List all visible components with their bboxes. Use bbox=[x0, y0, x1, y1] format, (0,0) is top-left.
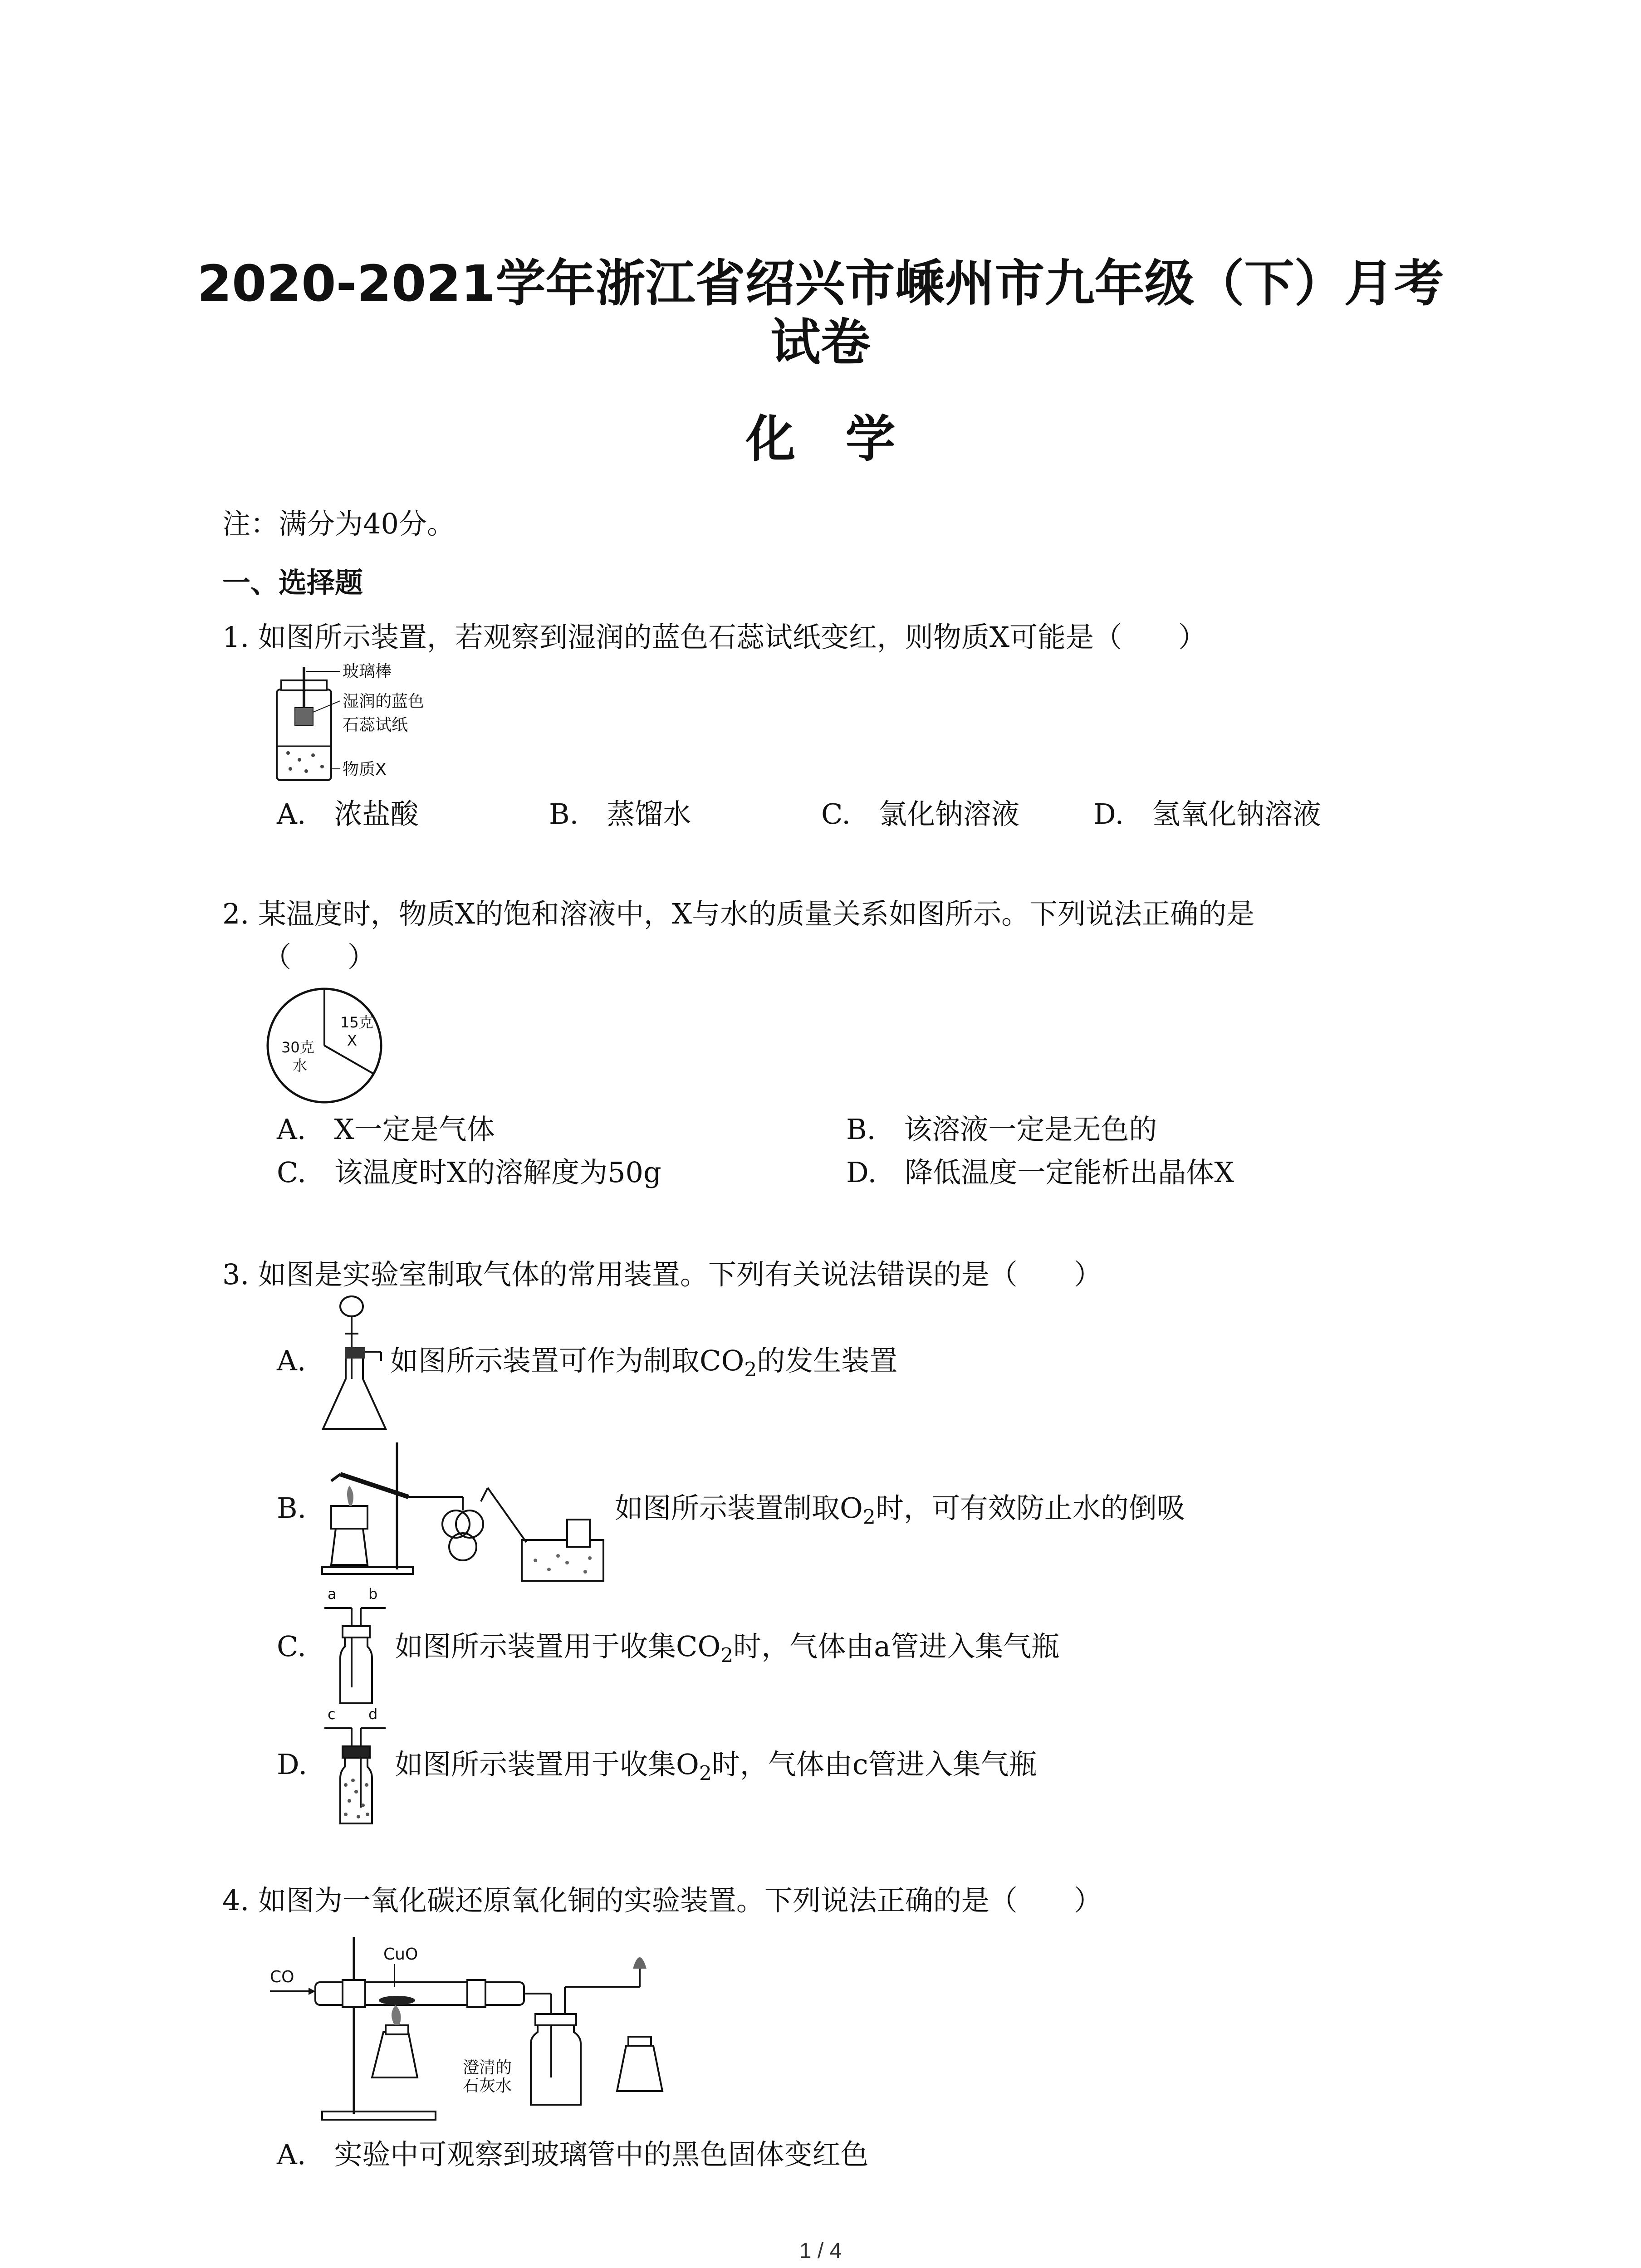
label-limewater-1: 澄清的 bbox=[463, 2058, 512, 2077]
question-1 bbox=[222, 619, 1206, 655]
question-stem: 如图是实验室制取气体的常用装置。下列有关说法错误的是（ ） bbox=[258, 1258, 1102, 1291]
q2-option-a: A. X一定是气体 bbox=[277, 1113, 495, 1146]
label-wet-blue: 湿润的蓝色 bbox=[343, 692, 425, 711]
q3-option-b-letter: B. bbox=[277, 1491, 307, 1525]
question-2 bbox=[222, 896, 1254, 932]
q3-option-d-letter: D. bbox=[277, 1748, 308, 1781]
label-cuo: CuO bbox=[383, 1945, 418, 1964]
label-litmus-paper: 石蕊试纸 bbox=[343, 716, 408, 734]
q3-option-a-figure bbox=[318, 1293, 395, 1438]
q4-option-a: A. 实验中可观察到玻璃管中的黑色固体变红色 bbox=[277, 2138, 869, 2171]
label-substance-x: 物质X bbox=[343, 760, 387, 779]
q3-option-d-text: 如图所示装置用于收集$O_2$时，气体由c管进入集气瓶 bbox=[395, 1748, 1037, 1785]
pie-label-x: X bbox=[347, 1032, 357, 1049]
q3-option-a-letter: A. bbox=[277, 1344, 306, 1377]
q1-option-a: A. 浓盐酸 bbox=[277, 797, 419, 831]
q3-option-c-letter: C. bbox=[277, 1630, 306, 1663]
q1-figure bbox=[263, 662, 463, 794]
q2-option-c: C. 该温度时X的溶解度为50g bbox=[277, 1156, 661, 1189]
q3-option-d-figure bbox=[318, 1703, 395, 1830]
q4-figure bbox=[263, 1928, 717, 2127]
tube-label-c: c bbox=[328, 1706, 336, 1723]
page-title-line2: 试卷 bbox=[770, 313, 871, 371]
q3-option-a-text: 如图所示装置可作为制取$CO_2$的发生装置 bbox=[390, 1344, 898, 1382]
page-number: 1 / 4 bbox=[799, 2239, 842, 2263]
section-heading: 一、选择题 bbox=[222, 566, 363, 599]
question-stem: 如图为一氧化碳还原氧化铜的实验装置。下列说法正确的是（ ） bbox=[258, 1884, 1102, 1917]
label-glass-rod: 玻璃棒 bbox=[343, 662, 392, 681]
pie-label-x-mass: 15克 bbox=[340, 1014, 373, 1031]
question-number: 3. bbox=[222, 1258, 250, 1291]
pie-label-water: 水 bbox=[293, 1057, 308, 1074]
q2-stem-line2: （ ） bbox=[263, 940, 376, 973]
q2-pie-figure bbox=[263, 984, 399, 1107]
question-4 bbox=[222, 1882, 1102, 1919]
question-stem: 如图所示装置，若观察到湿润的蓝色石蕊试纸变红，则物质X可能是（ ） bbox=[258, 621, 1207, 654]
q2-option-b: B. 该溶液一定是无色的 bbox=[846, 1113, 1157, 1146]
q3-option-b-text: 如图所示装置制取$O_2$时，可有效防止水的倒吸 bbox=[615, 1491, 1185, 1529]
q3-option-c-text: 如图所示装置用于收集$CO_2$时，气体由a管进入集气瓶 bbox=[395, 1630, 1060, 1667]
q1-option-c: C. 氯化钠溶液 bbox=[821, 797, 1019, 831]
tube-label-d: d bbox=[368, 1706, 378, 1723]
subject-heading: 化学 bbox=[745, 410, 945, 468]
question-3 bbox=[222, 1256, 1102, 1293]
label-limewater-2: 石灰水 bbox=[463, 2077, 512, 2095]
label-co: CO bbox=[270, 1968, 294, 1986]
question-number: 1. bbox=[222, 621, 250, 654]
page-title-line1: 2020-2021学年浙江省绍兴市嵊州市九年级（下）月考 bbox=[197, 254, 1444, 313]
q1-option-d: D. 氢氧化钠溶液 bbox=[1093, 797, 1321, 831]
q3-option-b-figure bbox=[313, 1438, 622, 1588]
question-number: 2. bbox=[222, 897, 250, 930]
question-stem: 某温度时，物质X的饱和溶液中，X与水的质量关系如图所示。下列说法正确的是 bbox=[258, 897, 1255, 930]
pie-label-water-mass: 30克 bbox=[281, 1039, 314, 1056]
score-note: 注：满分为40分。 bbox=[222, 507, 455, 540]
q2-option-d: D. 降低温度一定能析出晶体X bbox=[846, 1156, 1234, 1189]
question-number: 4. bbox=[222, 1884, 250, 1917]
tube-label-b: b bbox=[368, 1585, 378, 1603]
tube-label-a: a bbox=[328, 1585, 337, 1603]
q1-option-b: B. 蒸馏水 bbox=[549, 797, 691, 831]
q3-option-c-figure bbox=[318, 1583, 395, 1710]
